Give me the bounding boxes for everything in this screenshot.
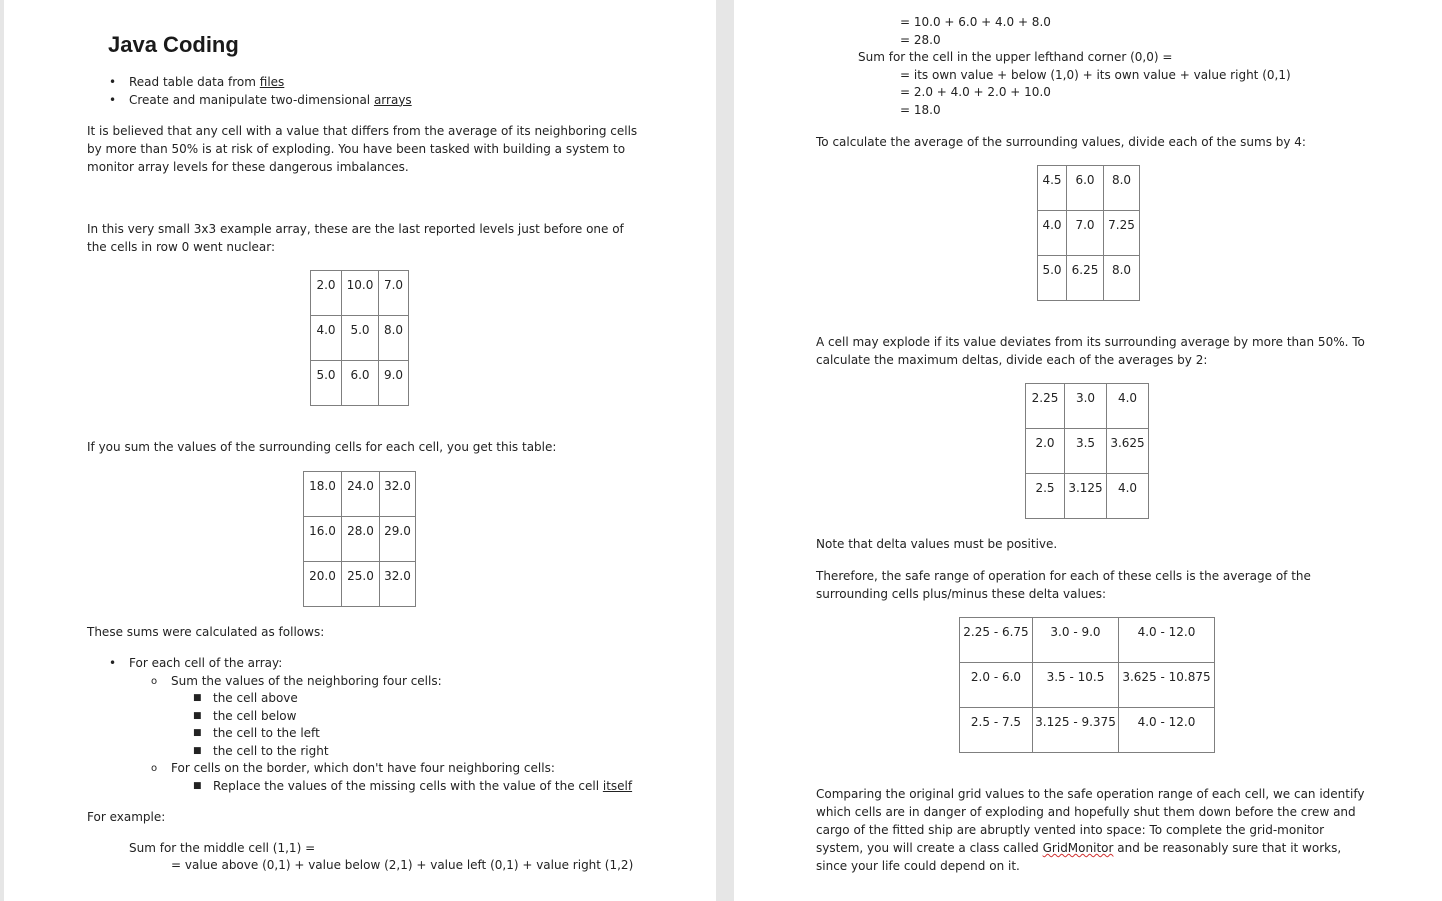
table-cell: 16.0 (304, 517, 342, 562)
table-cell: 5.0 (311, 361, 342, 406)
objective-item: • Read table data from files (129, 74, 412, 92)
table-row (960, 708, 1215, 753)
bullet-square-icon: ■ (193, 780, 202, 791)
list-item: ■ the cell to the left (213, 725, 632, 743)
table-cell: 4.0 (1107, 474, 1149, 519)
table-cell: 2.0 - 6.0 (960, 663, 1033, 708)
sum-intro-text: If you sum the values of the surrounding cells for each cell, you get this table: (87, 440, 557, 454)
middle-sum-text: Sum for the middle cell (1,1) = (129, 841, 316, 855)
table-row (304, 562, 416, 607)
list-item: ■ the cell above (213, 690, 632, 708)
table-cell: 2.25 - 6.75 (960, 618, 1033, 663)
table-row (1038, 166, 1140, 211)
bullet-dot-icon: • (109, 656, 117, 670)
document-page-2 (734, 0, 1442, 901)
table-cell: 18.0 (304, 472, 342, 517)
range-intro-paragraph: Therefore, the safe range of operation for each of these cells is the average of the surrounding cells plus/minus these delta values: (816, 569, 1311, 601)
table-cell: 2.5 (1026, 474, 1065, 519)
average-intro-text: To calculate the average of the surrounding values, divide each of the sums by 4: (816, 135, 1306, 149)
table-cell: 4.0 (311, 316, 342, 361)
table-cell: 20.0 (304, 562, 342, 607)
table-cell: 10.0 (342, 271, 379, 316)
averages-table (1037, 165, 1140, 301)
table-cell: 24.0 (342, 472, 380, 517)
note-text: Note that delta values must be positive. (816, 537, 1058, 551)
table-row (960, 663, 1215, 708)
table-cell: 3.125 (1065, 474, 1107, 519)
list-item: ■ the cell below (213, 708, 632, 726)
table-cell: 5.0 (1038, 256, 1067, 301)
list-item: ■ Replace the values of the missing cells with the value of the cell itself (213, 778, 632, 796)
table-row (304, 517, 416, 562)
calc-continuation-line: = 10.0 + 6.0 + 4.0 + 8.0 (900, 15, 1051, 29)
bullet-square-icon: ■ (193, 693, 202, 703)
calc-continuation-line: = 28.0 (900, 33, 941, 47)
bullet-dot-icon: • (109, 92, 117, 107)
list-item: o For cells on the border, which don't have four neighboring cells: (171, 760, 632, 778)
table-cell: 2.5 - 7.5 (960, 708, 1033, 753)
corner-formula-line: = 2.0 + 4.0 + 2.0 + 10.0 (900, 85, 1051, 99)
table-cell: 3.625 (1107, 429, 1149, 474)
safe-range-table (959, 617, 1215, 753)
delta-intro-paragraph: A cell may explode if its value deviates from its surrounding average by more than 50%. To calculate the maximum deltas, divide each of the averages by 2: (816, 335, 1365, 367)
corner-formula-line: = its own value + below (1,0) + its own value + value right (0,1) (900, 68, 1291, 82)
deltas-table (1025, 383, 1149, 519)
table-row (304, 472, 416, 517)
table-cell: 9.0 (379, 361, 409, 406)
table-cell: 5.0 (342, 316, 379, 361)
table-cell: 29.0 (380, 517, 416, 562)
table-cell: 7.0 (379, 271, 409, 316)
table-cell: 8.0 (1104, 256, 1140, 301)
table-row (1026, 384, 1149, 429)
table-row (311, 361, 409, 406)
sums-table (303, 471, 416, 607)
table-cell: 4.0 (1107, 384, 1149, 429)
table-row (1038, 211, 1140, 256)
table-cell: 3.5 (1065, 429, 1107, 474)
table-cell: 32.0 (380, 472, 416, 517)
table-cell: 4.5 (1038, 166, 1067, 211)
bullet-square-icon: ■ (193, 728, 202, 738)
table-cell: 6.0 (1067, 166, 1104, 211)
table-cell: 3.125 - 9.375 (1033, 708, 1119, 753)
table-cell: 25.0 (342, 562, 380, 607)
bullet-dot-icon: • (109, 75, 117, 89)
bullet-circle-icon: o (151, 675, 158, 687)
table-cell: 8.0 (379, 316, 409, 361)
steps-list (109, 655, 633, 795)
arrays-link[interactable]: arrays (373, 92, 412, 107)
table-cell: 8.0 (1104, 166, 1140, 211)
table-cell: 3.0 - 9.0 (1033, 618, 1119, 663)
table-cell: 28.0 (342, 517, 380, 562)
objectives-list (109, 74, 412, 109)
table-row (1026, 474, 1149, 519)
closing-paragraph: Comparing the original grid values to the safe operation range of each cell, we can identify which cells are in danger of exploding and hopefully shut them down before the crew and cargo of the fitted ship are abruptly vented into space: To complete the grid-monitor system, you will create a class called GridMonitor and be reasonably sure that it works, since your life could depend on it. (816, 787, 1365, 873)
table-row (311, 316, 409, 361)
table-cell: 32.0 (380, 562, 416, 607)
document-page-1 (4, 0, 716, 901)
table-cell: 2.25 (1026, 384, 1065, 429)
example-label: For example: (87, 810, 166, 824)
table-cell: 3.625 - 10.875 (1119, 663, 1215, 708)
levels-table (310, 270, 409, 406)
table-row (1038, 256, 1140, 301)
table-row (311, 271, 409, 316)
table-cell: 2.0 (311, 271, 342, 316)
calc-intro-text: These sums were calculated as follows: (87, 625, 325, 639)
itself-link[interactable]: itself (602, 778, 633, 793)
table-cell: 3.0 (1065, 384, 1107, 429)
table-row (1026, 429, 1149, 474)
table-cell: 7.0 (1067, 211, 1104, 256)
table-cell: 4.0 (1038, 211, 1067, 256)
bullet-square-icon: ■ (193, 745, 202, 756)
table-cell: 4.0 - 12.0 (1119, 618, 1215, 663)
example-intro-paragraph: In this very small 3x3 example array, these are the last reported levels just before one of the cells in row 0 went nuclear: (87, 222, 624, 254)
middle-formula-text: = value above (0,1) + value below (2,1) + value left (0,1) + value right (1,2) (171, 858, 634, 872)
table-row (960, 618, 1215, 663)
gridmonitor-class-name: GridMonitor (1042, 841, 1114, 855)
table-cell: 2.0 (1026, 429, 1065, 474)
table-cell: 6.25 (1067, 256, 1104, 301)
objective-item: • Create and manipulate two-dimensional arrays (129, 92, 412, 110)
list-item: ■ the cell to the right (213, 743, 632, 761)
list-item: • For each cell of the array: (129, 655, 632, 673)
table-cell: 6.0 (342, 361, 379, 406)
page-title: Java Coding (108, 32, 239, 57)
table-cell: 7.25 (1104, 211, 1140, 256)
intro-paragraph: It is believed that any cell with a value that differs from the average of its neighboring cells by more than 50% is at risk of exploding. You have been tasked with building a system to monitor array levels for these dangerous imbalances. (87, 124, 638, 174)
list-item: o Sum the values of the neighboring four cells: (171, 673, 632, 691)
table-cell: 4.0 - 12.0 (1119, 708, 1215, 753)
corner-formula-line: = 18.0 (900, 103, 941, 117)
table-cell: 3.5 - 10.5 (1033, 663, 1119, 708)
bullet-circle-icon: o (151, 763, 158, 774)
corner-sum-text: Sum for the cell in the upper lefthand corner (0,0) = (858, 50, 1173, 64)
files-link[interactable]: files (259, 75, 285, 89)
bullet-square-icon: ■ (193, 710, 202, 721)
